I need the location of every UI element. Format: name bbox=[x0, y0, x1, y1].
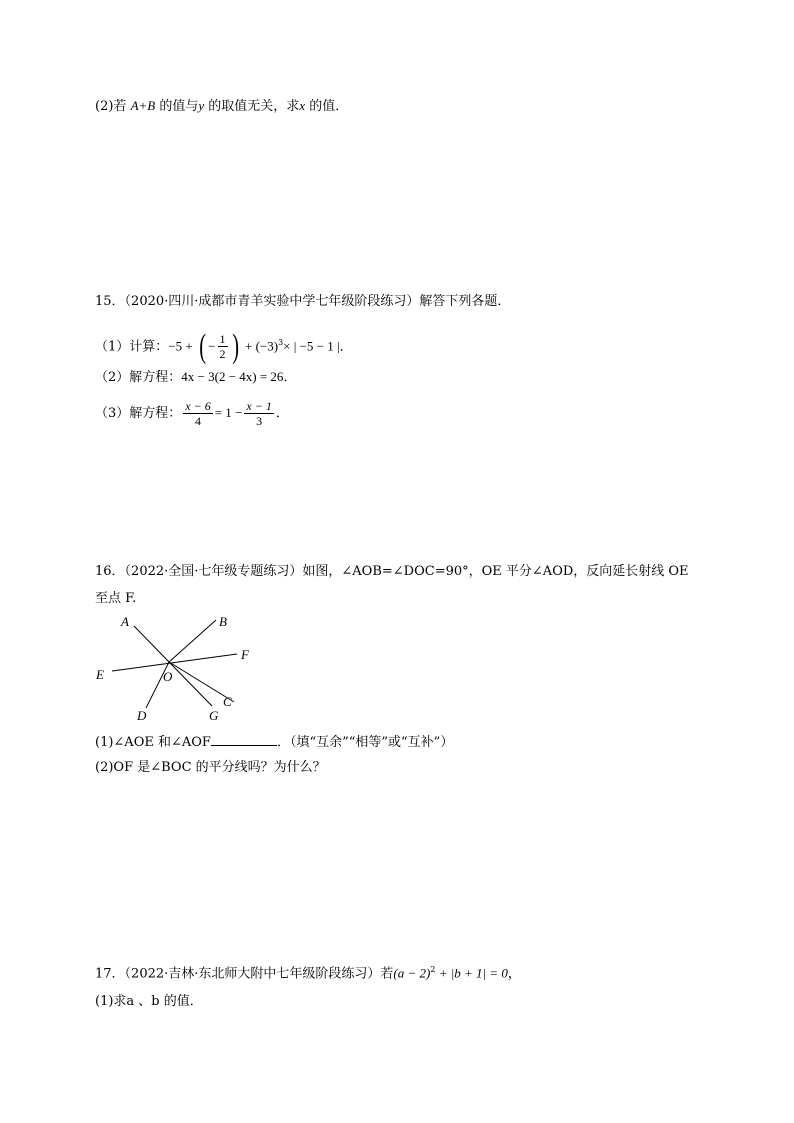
ray-OA bbox=[134, 626, 169, 662]
q15-p3-num1: x − 6 bbox=[185, 399, 211, 413]
q15-p1-minus: − bbox=[208, 338, 216, 354]
q15-p1-den: 2 bbox=[219, 347, 226, 362]
q14-part2-mid: 的值与 bbox=[155, 99, 199, 114]
q16-stem-line1: 16．（2022·全国·七年级专题练习）如图，∠AOB=∠DOC=90°，OE 平分∠AOD，反向延长射线 OE bbox=[95, 564, 689, 579]
q15-p1-end: ． bbox=[339, 339, 353, 355]
q16-part1-prefix: (1)∠AOE 和∠AOF bbox=[95, 735, 211, 750]
q15-p2-end: ． bbox=[283, 370, 297, 385]
q15-p1-rparen: ) bbox=[231, 327, 239, 365]
q15-p3-den2: 3 bbox=[256, 414, 263, 428]
q17-stem-prefix: 17．（2022·吉林·东北师大附中七年级阶段练习）若 bbox=[95, 966, 394, 982]
q16-part2: (2)OF 是∠BOC 的平分线吗？为什么？ bbox=[95, 760, 326, 775]
label-F: F bbox=[241, 647, 249, 662]
q14-part2 bbox=[95, 96, 348, 117]
ray-OB bbox=[169, 620, 216, 662]
label-B: B bbox=[219, 614, 227, 629]
label-E: E bbox=[96, 667, 104, 682]
q16-answer-blank[interactable] bbox=[211, 731, 277, 746]
q14-var-y: y bbox=[198, 98, 205, 113]
q17-expr-a: (a − 2) bbox=[393, 965, 431, 981]
q15-p1-c: × | −5 − 1 | bbox=[283, 338, 340, 354]
q15-p3-mid: = 1 − bbox=[214, 405, 243, 420]
q15-p1-fraction bbox=[218, 332, 228, 361]
label-O: O bbox=[163, 669, 173, 684]
q15-p3-end: ． bbox=[275, 406, 289, 421]
q15-p3-num2: x − 1 bbox=[246, 399, 272, 413]
q17-exp: 2 bbox=[430, 965, 436, 974]
q15-p3-den1: 4 bbox=[195, 414, 201, 428]
q15-p3-fraction-left bbox=[183, 399, 212, 428]
label-C: C bbox=[223, 694, 232, 709]
label-D: D bbox=[137, 708, 147, 723]
q17-stem bbox=[95, 960, 521, 984]
q15-p1-label: （1）计算： bbox=[95, 339, 169, 355]
q14-part2-end: 的值． bbox=[305, 99, 349, 114]
q16-stem-line2: 至点 F. bbox=[95, 591, 137, 606]
q16-part1 bbox=[95, 731, 453, 753]
q17-expr-b: + |b + 1| = 0 bbox=[435, 965, 508, 981]
label-A: A bbox=[121, 614, 129, 629]
q15-p2-expr: 4x − 3(2 − 4x) = 26 bbox=[181, 369, 284, 384]
q15-p1-exp: 3 bbox=[278, 338, 284, 347]
q17-stem-end: ， bbox=[507, 966, 521, 982]
q15-part3 bbox=[95, 396, 289, 431]
angle-figure bbox=[94, 610, 264, 725]
q14-part2-prefix: (2)若 bbox=[95, 99, 131, 114]
q15-stem: 15．（2020·四川·成都市青羊实验中学七年级阶段练习）解答下列各题． bbox=[95, 294, 511, 309]
q14-var-x: x bbox=[299, 98, 306, 113]
q15-p3-fraction-right bbox=[244, 399, 273, 428]
q15-p3-label: （3）解方程： bbox=[95, 406, 182, 421]
q15-p1-num: 1 bbox=[219, 332, 226, 347]
q15-p1-b: + (−3) bbox=[244, 338, 279, 354]
label-G: G bbox=[209, 708, 219, 723]
q15-p2-label: （2）解方程： bbox=[95, 370, 182, 385]
q14-part2-mid2: 的取值无关，求 bbox=[204, 99, 300, 114]
q17-part1: (1)求a 、b 的值． bbox=[95, 994, 203, 1009]
q15-p1-lparen: ( bbox=[199, 327, 206, 365]
q14-part2-expr: A+B bbox=[130, 98, 156, 113]
q15-part1 bbox=[95, 326, 353, 364]
q15-p1-a: −5 + bbox=[168, 338, 193, 354]
q15-part2 bbox=[95, 367, 296, 388]
q16-part1-suffix: ．（填“互余”“相等”或“互补”） bbox=[276, 735, 454, 750]
